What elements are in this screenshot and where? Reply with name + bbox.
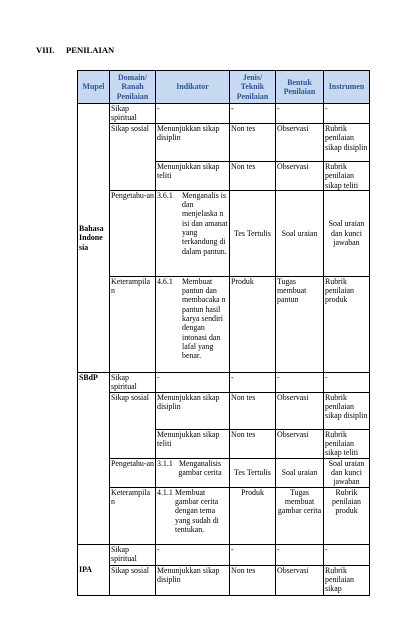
instrumen-cell: Rubrik penilaian sikap teliti <box>324 162 370 191</box>
bentuk-cell: Soal uraian <box>276 190 324 276</box>
section-heading <box>36 45 114 55</box>
bentuk-cell: - <box>276 372 324 392</box>
instrumen-cell: - <box>324 104 370 124</box>
table-row <box>78 565 370 595</box>
indicator-text: Membuat pantun dan membacaka n pantun hasil karya sendiri dengan intonasi dan lafal yang benar. <box>182 276 226 361</box>
assessment-table <box>77 70 370 596</box>
jenis-cell: Non tes <box>230 124 276 162</box>
domain-cell: Keterampila n <box>110 276 156 372</box>
jenis-cell: Non tes <box>230 565 276 595</box>
indicator-cell: Menunjukkan sikap disiplin <box>156 124 230 162</box>
domain-cell: Pengetahu-an <box>110 458 156 487</box>
indicator-cell: - <box>156 104 230 124</box>
table-row <box>78 544 370 565</box>
domain-cell: Sikap sosial <box>110 392 156 458</box>
bentuk-cell: - <box>276 104 324 124</box>
jenis-cell: Produk <box>230 487 276 544</box>
indicator-number: 3.6.1 <box>157 190 173 200</box>
indicator-text: Menganalisis gambar cerita <box>178 458 222 478</box>
jenis-cell: Tes Tertulis <box>230 190 276 276</box>
bentuk-cell: Observasi <box>276 565 324 595</box>
bentuk-cell: Tugas membuat gambar cerita <box>276 487 324 544</box>
table-row <box>78 372 370 392</box>
indicator-number: 4.6.1 <box>157 276 173 286</box>
header-jenis: Jenis/ Teknik Penilaian <box>230 71 276 104</box>
section-number: VIII. <box>36 45 55 55</box>
instrumen-cell: Rubrik penilaian produk <box>324 487 370 544</box>
indicator-cell: Menunjukkan sikap disiplin <box>156 565 230 595</box>
table-row <box>78 458 370 487</box>
header-domain: Domain/ Ranah Penilaian <box>110 71 156 104</box>
indicator-cell <box>156 487 230 544</box>
table-row <box>78 104 370 124</box>
indicator-cell <box>156 276 230 372</box>
subject-cell: IPA <box>78 544 110 595</box>
instrumen-cell: Rubrik penilaian sikap disiplin <box>324 124 370 162</box>
table-row <box>78 190 370 276</box>
table-row <box>78 392 370 429</box>
indicator-cell: Menunjukkan sikap teliti <box>156 162 230 191</box>
instrumen-cell: Soal uraian dan kunci jawaban <box>324 458 370 487</box>
subject-cell: Bahasa Indone sia <box>78 104 110 373</box>
domain-cell: Sikap spiritual <box>110 372 156 392</box>
subject-cell: SBdP <box>78 372 110 544</box>
table-header-row <box>78 71 370 104</box>
domain-cell: Sikap spiritual <box>110 544 156 565</box>
indicator-cell <box>156 458 230 487</box>
indicator-cell: Menunjukkan sikap teliti <box>156 429 230 458</box>
instrumen-cell: Rubrik penilaian sikap <box>324 565 370 595</box>
bentuk-cell: Observasi <box>276 392 324 429</box>
domain-cell: Keterampila n <box>110 487 156 544</box>
jenis-cell: Non tes <box>230 162 276 191</box>
instrumen-cell: - <box>324 372 370 392</box>
indicator-number: 4.1.1 <box>157 487 173 497</box>
header-instrumen: Instrumen <box>324 71 370 104</box>
bentuk-cell: Observasi <box>276 162 324 191</box>
jenis-cell: - <box>230 372 276 392</box>
table-row <box>78 487 370 544</box>
bentuk-cell: Observasi <box>276 124 324 162</box>
instrumen-cell: Soal uraian dan kunci jawaban <box>324 190 370 276</box>
jenis-cell: Tes Tertulis <box>230 458 276 487</box>
table-row <box>78 124 370 162</box>
instrumen-cell: - <box>324 544 370 565</box>
indicator-text: Menganalis is dan menjelaska n isi dan amanat yang terkandung di dalam pantun. <box>182 190 228 256</box>
jenis-cell: Non tes <box>230 429 276 458</box>
bentuk-cell: - <box>276 544 324 565</box>
jenis-cell: - <box>230 104 276 124</box>
indicator-cell: Menunjukkan sikap disiplin <box>156 392 230 429</box>
jenis-cell: Produk <box>230 276 276 372</box>
jenis-cell: - <box>230 544 276 565</box>
instrumen-cell: Rubrik penilaian produk <box>324 276 370 372</box>
bentuk-cell: Soal uraian <box>276 458 324 487</box>
header-indikator: Indikator <box>156 71 230 104</box>
instrumen-cell: Rubrik penilaian sikap disiplin <box>324 392 370 429</box>
indicator-number: 3.1.1 <box>157 458 173 468</box>
indicator-cell: - <box>156 544 230 565</box>
indicator-text: Membuat gambar cerita dengan tema yang sudah di tentukan. <box>175 487 219 534</box>
section-title: PENILAIAN <box>66 45 115 55</box>
table-row <box>78 276 370 372</box>
bentuk-cell: Observasi <box>276 429 324 458</box>
domain-cell: Sikap sosial <box>110 124 156 191</box>
domain-cell: Pengetahu-an <box>110 190 156 276</box>
bentuk-cell: Tugas membuat pantun <box>276 276 324 372</box>
header-bentuk: Bentuk Penilaian <box>276 71 324 104</box>
jenis-cell: Non tes <box>230 392 276 429</box>
indicator-cell: - <box>156 372 230 392</box>
indicator-cell <box>156 190 230 276</box>
domain-cell: Sikap spiritual <box>110 104 156 124</box>
instrumen-cell: Rubrik penilaian sikap teliti <box>324 429 370 458</box>
domain-cell: Sikap sosial <box>110 565 156 595</box>
header-mupel: Mupel <box>78 71 110 104</box>
